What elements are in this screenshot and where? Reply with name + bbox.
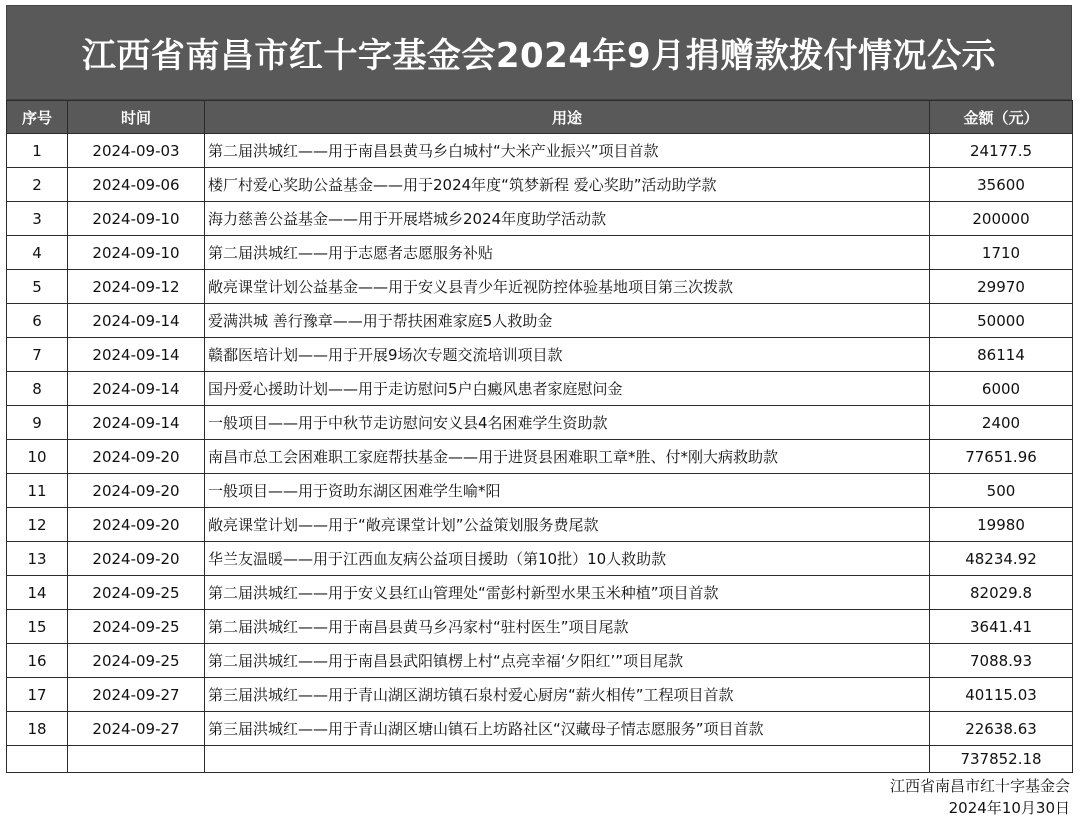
- row-date: 2024-09-10: [68, 202, 205, 236]
- table-row: [7, 474, 1073, 508]
- row-amount: 200000: [930, 202, 1073, 236]
- row-date: 2024-09-06: [68, 168, 205, 202]
- table-header-row: [7, 101, 1073, 134]
- total-seq-cell: [7, 746, 68, 773]
- row-amount: 29970: [930, 270, 1073, 304]
- row-date: 2024-09-20: [68, 440, 205, 474]
- row-date: 2024-09-12: [68, 270, 205, 304]
- row-use: 第三届洪城红——用于青山湖区塘山镇石上坊路社区“汉藏母子情志愿服务”项目首款: [205, 712, 930, 746]
- row-amount: 22638.63: [930, 712, 1073, 746]
- total-date-cell: [68, 746, 205, 773]
- row-date: 2024-09-27: [68, 712, 205, 746]
- row-amount: 82029.8: [930, 576, 1073, 610]
- row-use: 第三届洪城红——用于青山湖区湖坊镇石泉村爱心厨房“薪火相传”工程项目首款: [205, 678, 930, 712]
- row-seq: 6: [7, 304, 68, 338]
- page-title: 江西省南昌市红十字基金会2024年9月捐赠款拨付情况公示: [6, 5, 1072, 100]
- row-date: 2024-09-14: [68, 372, 205, 406]
- table-row: [7, 134, 1073, 168]
- table-row: [7, 236, 1073, 270]
- row-date: 2024-09-20: [68, 508, 205, 542]
- row-seq: 3: [7, 202, 68, 236]
- row-seq: 4: [7, 236, 68, 270]
- row-date: 2024-09-03: [68, 134, 205, 168]
- header-date: 时间: [68, 101, 205, 134]
- row-date: 2024-09-14: [68, 406, 205, 440]
- row-date: 2024-09-25: [68, 644, 205, 678]
- row-seq: 8: [7, 372, 68, 406]
- header-use: 用途: [205, 101, 930, 134]
- row-amount: 500: [930, 474, 1073, 508]
- row-seq: 13: [7, 542, 68, 576]
- total-amount: 737852.18: [930, 746, 1073, 773]
- row-use: 第二届洪城红——用于南昌县黄马乡冯家村“驻村医生”项目尾款: [205, 610, 930, 644]
- row-seq: 9: [7, 406, 68, 440]
- row-date: 2024-09-20: [68, 542, 205, 576]
- row-date: 2024-09-10: [68, 236, 205, 270]
- row-amount: 48234.92: [930, 542, 1073, 576]
- row-use: 第二届洪城红——用于志愿者志愿服务补贴: [205, 236, 930, 270]
- row-use: 敞亮课堂计划公益基金——用于安义县青少年近视防控体验基地项目第三次拨款: [205, 270, 930, 304]
- table-row: [7, 440, 1073, 474]
- row-use: 第二届洪城红——用于安义县红山管理处“雷彭村新型水果玉米种植”项目首款: [205, 576, 930, 610]
- row-use: 楼厂村爱心奖助公益基金——用于2024年度“筑梦新程 爱心奖助”活动助学款: [205, 168, 930, 202]
- table-row: [7, 304, 1073, 338]
- row-use: 第二届洪城红——用于南昌县黄马乡白城村“大米产业振兴”项目首款: [205, 134, 930, 168]
- row-seq: 5: [7, 270, 68, 304]
- footer-organization: 江西省南昌市红十字基金会: [889, 777, 1070, 795]
- table-row: [7, 202, 1073, 236]
- row-seq: 14: [7, 576, 68, 610]
- table-body: [7, 134, 1073, 746]
- table-row: [7, 372, 1073, 406]
- row-date: 2024-09-20: [68, 474, 205, 508]
- row-use: 海力慈善公益基金——用于开展塔城乡2024年度助学活动款: [205, 202, 930, 236]
- row-use: 南昌市总工会困难职工家庭帮扶基金——用于进贤县困难职工章*胜、付*刚大病救助款: [205, 440, 930, 474]
- header-seq: 序号: [7, 101, 68, 134]
- row-seq: 10: [7, 440, 68, 474]
- row-use: 一般项目——用于资助东湖区困难学生喻*阳: [205, 474, 930, 508]
- row-seq: 15: [7, 610, 68, 644]
- row-use: 华兰友温暖——用于江西血友病公益项目援助（第10批）10人救助款: [205, 542, 930, 576]
- footer-date: 2024年10月30日: [948, 799, 1070, 817]
- row-amount: 1710: [930, 236, 1073, 270]
- row-use: 一般项目——用于中秋节走访慰问安义县4名困难学生资助款: [205, 406, 930, 440]
- disbursement-table: [6, 100, 1073, 773]
- table-row: [7, 338, 1073, 372]
- row-seq: 7: [7, 338, 68, 372]
- table-row: [7, 610, 1073, 644]
- row-use: 国丹爱心援助计划——用于走访慰问5户白癜风患者家庭慰问金: [205, 372, 930, 406]
- row-amount: 77651.96: [930, 440, 1073, 474]
- row-seq: 18: [7, 712, 68, 746]
- row-seq: 12: [7, 508, 68, 542]
- row-amount: 24177.5: [930, 134, 1073, 168]
- row-use: 爱满洪城 善行豫章——用于帮扶困难家庭5人救助金: [205, 304, 930, 338]
- row-seq: 2: [7, 168, 68, 202]
- row-amount: 3641.41: [930, 610, 1073, 644]
- table-row: [7, 644, 1073, 678]
- row-use: 敞亮课堂计划——用于“敞亮课堂计划”公益策划服务费尾款: [205, 508, 930, 542]
- row-amount: 35600: [930, 168, 1073, 202]
- table-row: [7, 678, 1073, 712]
- row-amount: 2400: [930, 406, 1073, 440]
- row-date: 2024-09-25: [68, 610, 205, 644]
- row-use: 赣鄱医培计划——用于开展9场次专题交流培训项目款: [205, 338, 930, 372]
- table-row: [7, 508, 1073, 542]
- row-amount: 7088.93: [930, 644, 1073, 678]
- row-seq: 17: [7, 678, 68, 712]
- row-date: 2024-09-14: [68, 304, 205, 338]
- table-row: [7, 576, 1073, 610]
- row-date: 2024-09-14: [68, 338, 205, 372]
- row-use: 第二届洪城红——用于南昌县武阳镇楞上村“点亮幸福‘夕阳红’”项目尾款: [205, 644, 930, 678]
- table-row: [7, 712, 1073, 746]
- row-seq: 1: [7, 134, 68, 168]
- row-amount: 50000: [930, 304, 1073, 338]
- row-amount: 6000: [930, 372, 1073, 406]
- total-use-cell: [205, 746, 930, 773]
- row-amount: 40115.03: [930, 678, 1073, 712]
- row-amount: 19980: [930, 508, 1073, 542]
- table-row: [7, 542, 1073, 576]
- row-seq: 16: [7, 644, 68, 678]
- total-row: [7, 746, 1073, 773]
- donation-disbursement-sheet: [6, 5, 1072, 819]
- table-row: [7, 168, 1073, 202]
- row-date: 2024-09-27: [68, 678, 205, 712]
- table-row: [7, 406, 1073, 440]
- row-amount: 86114: [930, 338, 1073, 372]
- footer: [6, 775, 1072, 819]
- row-seq: 11: [7, 474, 68, 508]
- row-date: 2024-09-25: [68, 576, 205, 610]
- header-amount: 金额（元）: [930, 101, 1073, 134]
- table-row: [7, 270, 1073, 304]
